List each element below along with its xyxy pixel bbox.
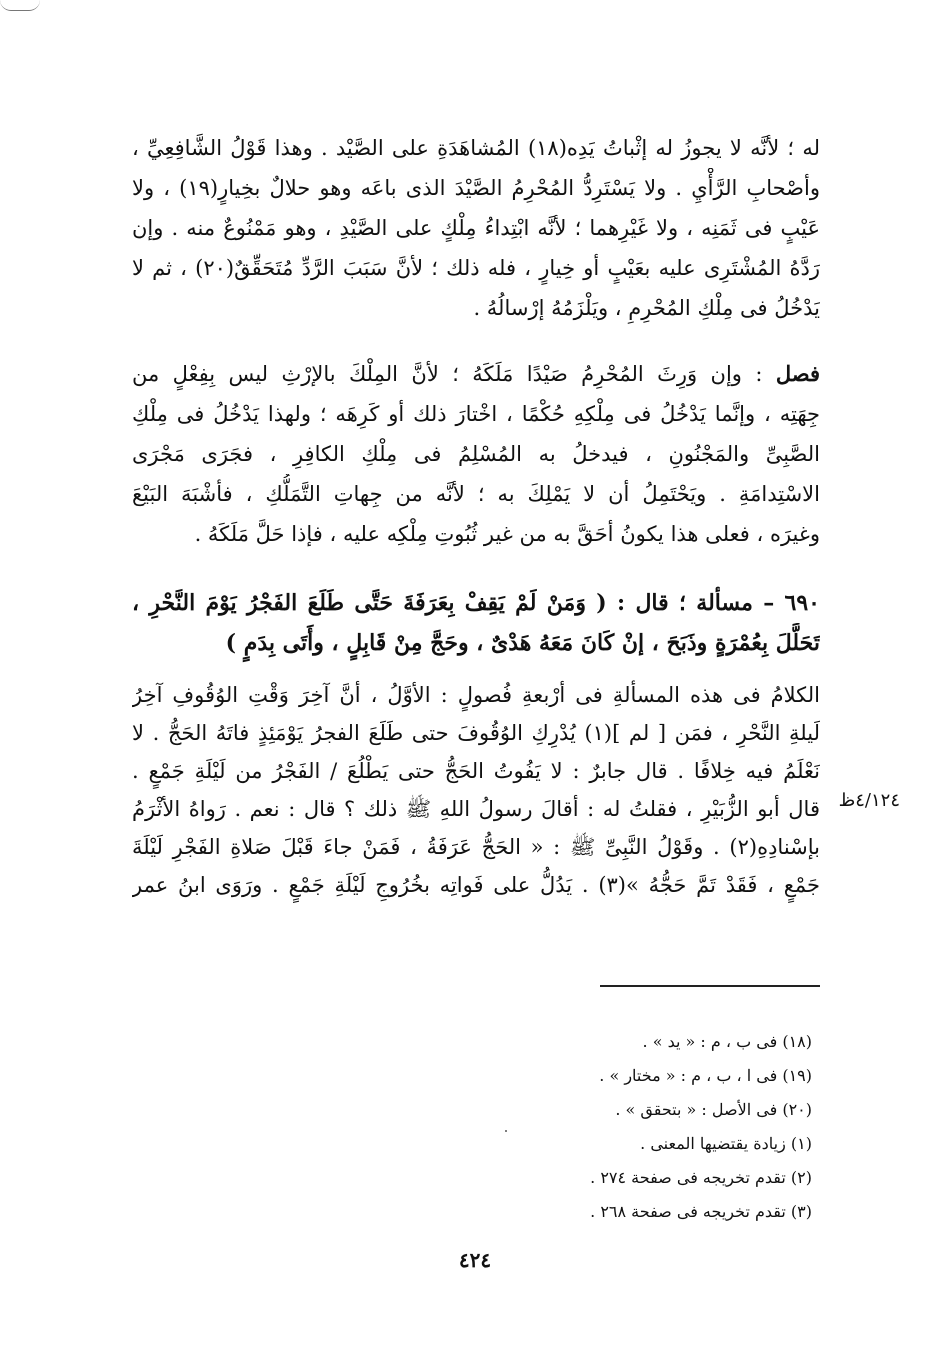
section-label: فصل <box>775 361 820 386</box>
footnote: (١) زيادة يقتضيها المعنى . <box>640 1134 812 1153</box>
scan-speck <box>505 1130 507 1132</box>
footnote: (١٨) فى ب ، م : « يد » . <box>642 1032 812 1051</box>
margin-folio-note: ٤/١٢٤ظ <box>838 790 900 811</box>
text-line <box>132 583 820 623</box>
text-line: نَعْلَمُ فيه خِلافًا . قال جابرٌ : لا يَفُوتُ الحَجُّ حتى يَطْلُعَ / الفَجْرُ من لَيْلَةِ جَمْعٍ . <box>132 759 820 783</box>
text-line: بإسْنادِهِ(٢) . وقَوْلُ النَّبِىِّ ﷺ : « الحَجُّ عَرَفَةُ ، فَمَنْ جاءَ قَبْلَ صَلاةِ الفَجْرِ لَيْلَةَ <box>132 835 820 859</box>
text-line: قال أبو الزُّبَيْرِ ، فقلتُ له : أقالَ رسولُ اللهِ ﷺ ذلك ؟ قال : نعم . رَواهُ الأثْرَمُ <box>132 797 820 821</box>
corner-scan-mark <box>0 0 40 11</box>
footnote-divider <box>600 985 820 987</box>
text-line: لَيلةِ النَّحْرِ ، فمَن [ لم ](١) يُدْرِكِ الوُقُوفَ حتى طَلَعَ الفجرُ يَوْمَئِذٍ فاتَهُ الحَجُّ . لا <box>132 721 820 745</box>
text-line: الصَّبِىِّ والمَجْنُونِ ، فيدخلُ به المُسْلِمُ فى مِلْكِ الكافِرِ ، فجَرَى مَجْرَى <box>132 442 820 466</box>
footnote: (١٩) فى ا ، ب ، م : « مختار » . <box>599 1066 812 1085</box>
text-line: وغيرَه ، فعلى هذا يكونُ أحَقَّ به من غير ثُبُوتِ مِلْكِه عليه ، فإذا حَلَّ مَلَكَهُ . <box>194 522 820 546</box>
text-line: تَحَلَّلَ بِعُمْرَةٍ وذَبَحَ ، إنْ كَانَ مَعَهُ هَدْىٌ ، وحَجَّ مِنْ قَابِلٍ ، وأَتَى بِدَمٍ ) <box>225 630 820 656</box>
issue-number: ٦٩٠ <box>784 590 820 616</box>
text-line: عَيْبٍ فى ثَمَنِه ، ولا غَيْرِهما ؛ لأنَّه ابْتِداءُ مِلْكٍ على الصَّيْدِ ، وهو مَمْنُوعٌ منه . وإن <box>132 216 820 240</box>
paragraph-4 <box>132 676 820 904</box>
paragraph-2 <box>132 354 820 554</box>
text-segment: : وإن وَرِثَ المُحْرِمُ صَيْدًا مَلَكَهُ ؛ لأنَّ المِلْكَ بالإرْثِ ليس بِفِعْلٍ من <box>132 362 763 386</box>
issue-heading <box>132 583 820 663</box>
text-line: له ؛ لأنَّه لا يجوزُ له إثْباتُ يَدِه(١٨) المُشاهَدَةِ على الصَّيْد . وهذا قَوْلُ الشَّافِعِيِّ ، <box>132 136 820 160</box>
footnote: (٣) تقدم تخريجه فى صفحة ٢٦٨ . <box>590 1202 812 1221</box>
page-number: ٤٢٤ <box>458 1248 492 1272</box>
text-line: جِهَتِه ، وإنَّما يَدْخُلُ فى مِلْكِهِ حُكْمًا ، اخْتارَ ذلك أو كَرِهَه ؛ ولهذا يَدْخُلُ فى مِلْكِ <box>132 402 820 426</box>
text-line: الكلامُ فى هذه المسألةِ فى أرْبعةِ فُصولٍ : الأوَّلُ ، أنَّ آخِرَ وَقْتِ الوُقُوفِ آخِرُ <box>132 683 820 707</box>
text-line: يَدْخُلُ فى مِلْكِ المُحْرِمِ ، ويَلْزَمُهُ إرْسالُهُ . <box>473 296 820 320</box>
footnotes <box>400 1025 812 1229</box>
text-segment: – مسألة ؛ قال : ( وَمَنْ لَمْ يَقِفْ بِعَرَفَةَ حَتَّى طَلَعَ الفَجْرُ يَوْمَ النَّحْرِ ، <box>132 590 775 616</box>
text-line: جَمْعٍ ، فَقَدْ تَمَّ حَجُّهُ »(٣) . يَدُلُّ على فَواتِه بخُرُوجِ لَيْلَةِ جَمْعٍ . ورَوَى ابنُ عمر <box>132 873 820 897</box>
paragraph-1 <box>132 128 820 328</box>
text-line: رَدَّهُ المُشْتَرِى عليه بعَيْبٍ أو خِيارٍ ، فله ذلك ؛ لأنَّ سَبَبَ الرَّدِّ مُتَحَقِّقٌ(٢٠) ، ثم لا <box>132 256 820 280</box>
text-line: الاسْتِدامَةِ . ويَحْتَمِلُ أن لا يَمْلِكَ به ؛ لأنَّه من جِهاتِ التَّمَلُّكِ ، فأشْبَهَ البَيْعَ <box>132 482 820 506</box>
footnote: (٢٠) فى الأصل : « بتحقق » . <box>615 1100 812 1119</box>
text-line: وأصْحابِ الرَّأْيِ . ولا يَسْتَرِدُّ المُحْرِمُ الصَّيْدَ الذى باعَه وهو حلالٌ بخِيارٍ(١٩) ، ولا <box>132 176 820 200</box>
text-line <box>132 354 820 394</box>
footnote: (٢) تقدم تخريجه فى صفحة ٢٧٤ . <box>590 1168 812 1187</box>
